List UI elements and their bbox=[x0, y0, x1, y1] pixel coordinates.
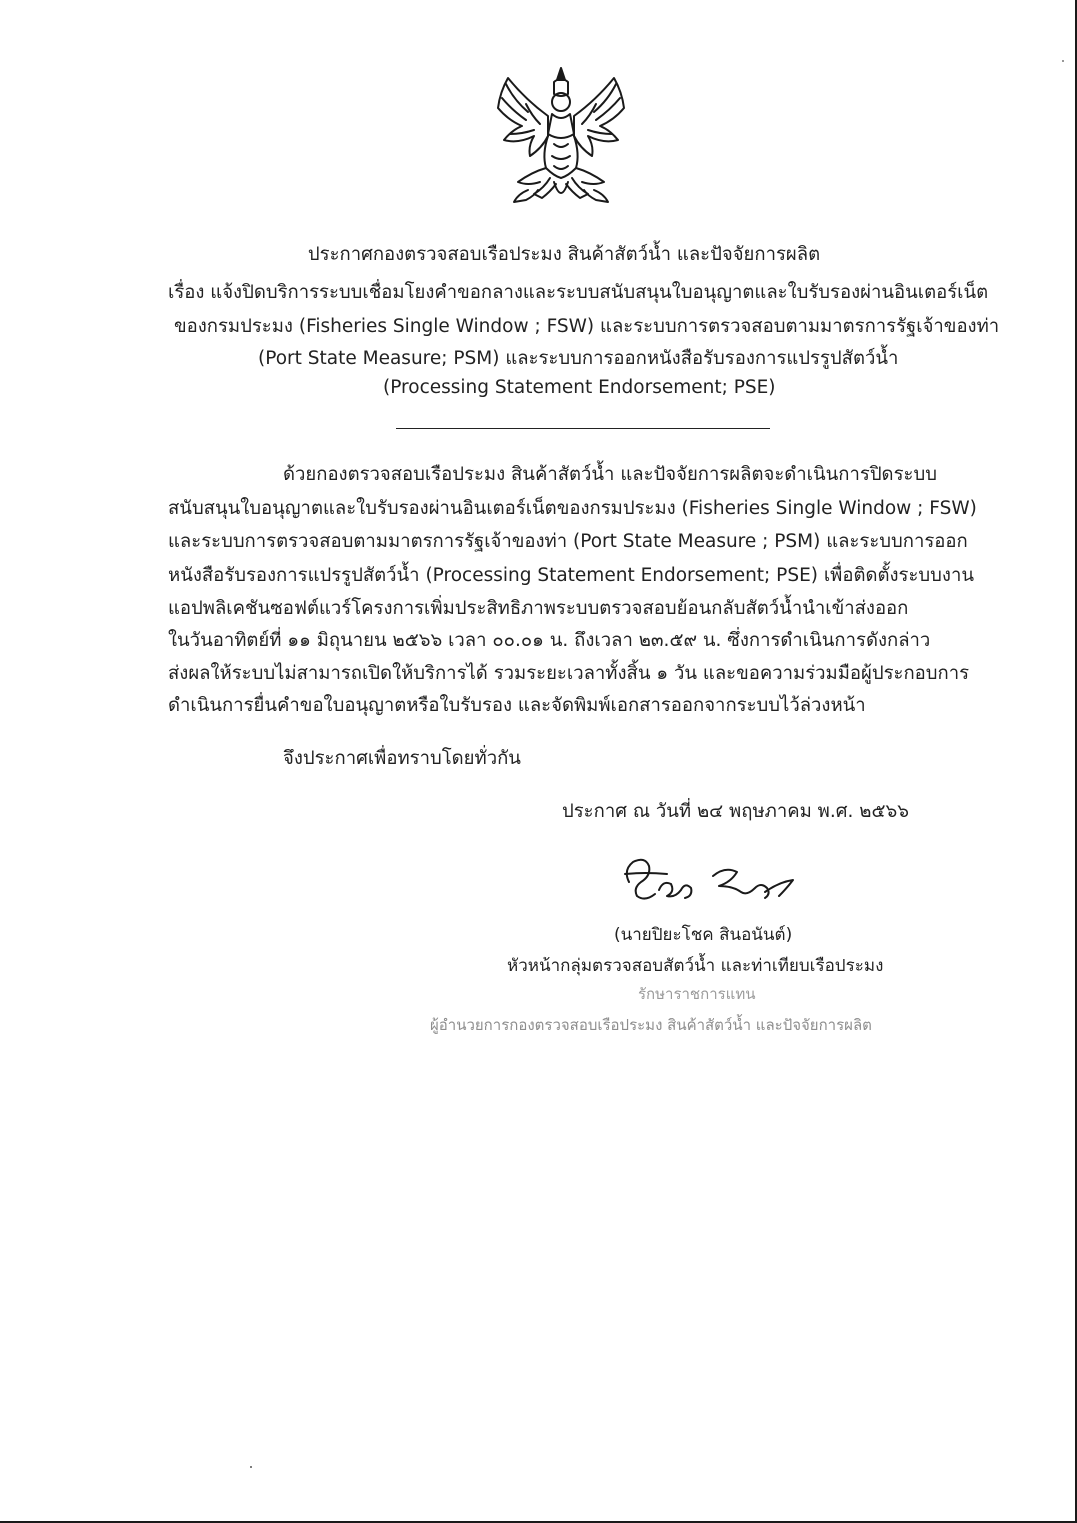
title-divider bbox=[396, 428, 770, 429]
signatory-acting-note: รักษาราชการแทน bbox=[638, 985, 756, 1003]
body-line: ส่งผลให้ระบบไม่สามารถเปิดให้บริการได้ รวมระยะเวลาทั้งสิ้น ๑ วัน และขอความร่วมมือผู้ประกอบการ bbox=[168, 663, 970, 684]
title-line-5: (Processing Statement Endorsement; PSE) bbox=[383, 377, 776, 398]
title-line-4: (Port State Measure; PSM) และระบบการออกหนังสือรับรองการแปรรูปสัตว์น้ำ bbox=[258, 348, 899, 369]
title-line-3: ของกรมประมง (Fisheries Single Window ; FSW) และระบบการตรวจสอบตามมาตรการรัฐเจ้าของท่า bbox=[174, 316, 1000, 337]
handwritten-signature bbox=[615, 852, 805, 908]
body-line: ดำเนินการยื่นคำขอใบอนุญาตหรือใบรับรอง และจัดพิมพ์เอกสารออกจากระบบไว้ล่วงหน้า bbox=[168, 695, 866, 716]
body-line: แอปพลิเคชันซอฟต์แวร์โครงการเพิ่มประสิทธิภาพระบบตรวจสอบย้อนกลับสัตว์น้ำนำเข้าส่งออก bbox=[168, 598, 909, 619]
body-line: และระบบการตรวจสอบตามมาตรการรัฐเจ้าของท่า (Port State Measure ; PSM) และระบบการออก bbox=[168, 531, 968, 552]
scan-speck bbox=[1062, 60, 1064, 62]
title-line-2: เรื่อง แจ้งปิดบริการระบบเชื่อมโยงคำขอกลางและระบบสนับสนุนใบอนุญาตและใบรับรองผ่านอินเตอร์เน็ต bbox=[168, 282, 989, 303]
garuda-emblem-icon bbox=[488, 64, 634, 208]
signatory-acting-position: ผู้อำนวยการกองตรวจสอบเรือประมง สินค้าสัตว์น้ำ และปัจจัยการผลิต bbox=[430, 1016, 872, 1034]
body-line: สนับสนุนใบอนุญาตและใบรับรองผ่านอินเตอร์เน็ตของกรมประมง (Fisheries Single Window ; FSW) bbox=[168, 498, 977, 519]
signatory-name: (นายปิยะโชค สินอนันต์) bbox=[614, 925, 793, 945]
body-line: ด้วยกองตรวจสอบเรือประมง สินค้าสัตว์น้ำ และปัจจัยการผลิตจะดำเนินการปิดระบบ bbox=[283, 464, 937, 485]
scan-speck bbox=[250, 1466, 252, 1468]
signatory-position: หัวหน้ากลุ่มตรวจสอบสัตว์น้ำ และท่าเทียบเรือประมง bbox=[507, 956, 884, 976]
title-line-1: ประกาศกองตรวจสอบเรือประมง สินค้าสัตว์น้ำ และปัจจัยการผลิต bbox=[307, 244, 821, 265]
closing-statement: จึงประกาศเพื่อทราบโดยทั่วกัน bbox=[283, 748, 521, 769]
body-line: ในวันอาทิตย์ที่ ๑๑ มิถุนายน ๒๕๖๖ เวลา ๐๐.๐๑ น. ถึงเวลา ๒๓.๕๙ น. ซึ่งการดำเนินการดังกล่าว bbox=[168, 630, 931, 651]
body-line: หนังสือรับรองการแปรรูปสัตว์น้ำ (Processing Statement Endorsement; PSE) เพื่อติดตั้งระบบงาน bbox=[168, 565, 974, 586]
announcement-date: ประกาศ ณ วันที่ ๒๔ พฤษภาคม พ.ศ. ๒๕๖๖ bbox=[562, 801, 909, 822]
